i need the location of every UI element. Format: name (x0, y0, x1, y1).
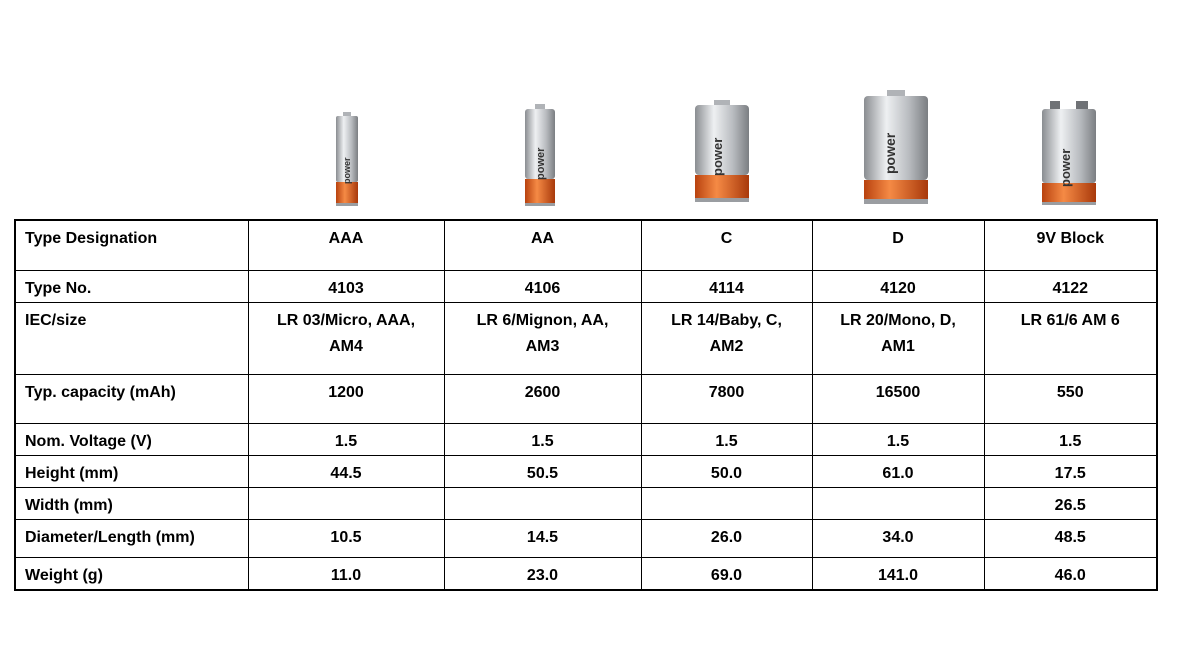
table-cell: 11.0 (248, 557, 444, 590)
row-label: Diameter/Length (mm) (15, 519, 248, 557)
brand-text: power (1058, 148, 1073, 187)
table-row (15, 374, 1157, 423)
table-cell: 10.5 (248, 519, 444, 557)
table-cell (641, 487, 812, 519)
table-cell: 44.5 (248, 455, 444, 487)
table-row (15, 519, 1157, 557)
table-cell: 14.5 (444, 519, 641, 557)
table-cell: 48.5 (984, 519, 1157, 557)
row-label: Nom. Voltage (V) (15, 423, 248, 455)
battery-c-image (694, 100, 750, 202)
battery-aa-image (524, 104, 556, 206)
table-cell: 61.0 (812, 455, 984, 487)
table-cell: 23.0 (444, 557, 641, 590)
table-cell: 4103 (248, 270, 444, 302)
table-cell: 69.0 (641, 557, 812, 590)
row-label: Width (mm) (15, 487, 248, 519)
battery-spec-table (14, 219, 1158, 591)
row-label: Type Designation (15, 220, 248, 270)
table-row (15, 557, 1157, 590)
table-cell: 1.5 (444, 423, 641, 455)
table-cell: 1.5 (641, 423, 812, 455)
table-row (15, 487, 1157, 519)
table-cell: 17.5 (984, 455, 1157, 487)
row-label: IEC/size (15, 302, 248, 374)
table-cell: LR 6/Mignon, AA, AM3 (444, 302, 641, 374)
brand-text: power (535, 147, 547, 180)
table-cell: 4120 (812, 270, 984, 302)
table-cell: C (641, 220, 812, 270)
table-row (15, 270, 1157, 302)
table-cell: 7800 (641, 374, 812, 423)
table-cell: D (812, 220, 984, 270)
table-cell: 46.0 (984, 557, 1157, 590)
table-cell: 1.5 (248, 423, 444, 455)
table-cell: LR 61/6 AM 6 (984, 302, 1157, 374)
brand-text: power (710, 137, 725, 176)
brand-text: power (342, 157, 352, 184)
row-label: Weight (g) (15, 557, 248, 590)
table-cell: 50.0 (641, 455, 812, 487)
table-cell: AA (444, 220, 641, 270)
table-cell: 34.0 (812, 519, 984, 557)
table-row (15, 220, 1157, 270)
table-cell: 4122 (984, 270, 1157, 302)
table-cell (812, 487, 984, 519)
table-cell: LR 03/Micro, AAA, AM4 (248, 302, 444, 374)
table-cell: 1200 (248, 374, 444, 423)
row-label: Type No. (15, 270, 248, 302)
table-cell: 1.5 (812, 423, 984, 455)
table-cell: 9V Block (984, 220, 1157, 270)
table-row (15, 423, 1157, 455)
table-cell: 4106 (444, 270, 641, 302)
table-cell: AAA (248, 220, 444, 270)
table-cell: 1.5 (984, 423, 1157, 455)
table-cell (444, 487, 641, 519)
table-cell: 550 (984, 374, 1157, 423)
table-cell: 2600 (444, 374, 641, 423)
table-cell: 50.5 (444, 455, 641, 487)
table-cell: 26.0 (641, 519, 812, 557)
table-cell: 141.0 (812, 557, 984, 590)
row-label: Typ. capacity (mAh) (15, 374, 248, 423)
table-cell: LR 20/Mono, D, AM1 (812, 302, 984, 374)
table-cell (248, 487, 444, 519)
table-row (15, 302, 1157, 374)
table-cell: 26.5 (984, 487, 1157, 519)
battery-aaa-image (335, 112, 359, 206)
table-cell: LR 14/Baby, C, AM2 (641, 302, 812, 374)
table-cell: 4114 (641, 270, 812, 302)
battery-d-image (863, 90, 929, 204)
row-label: Height (mm) (15, 455, 248, 487)
brand-text: power (882, 132, 898, 174)
table-row (15, 455, 1157, 487)
table-cell: 16500 (812, 374, 984, 423)
battery-9v-image (1040, 101, 1098, 205)
